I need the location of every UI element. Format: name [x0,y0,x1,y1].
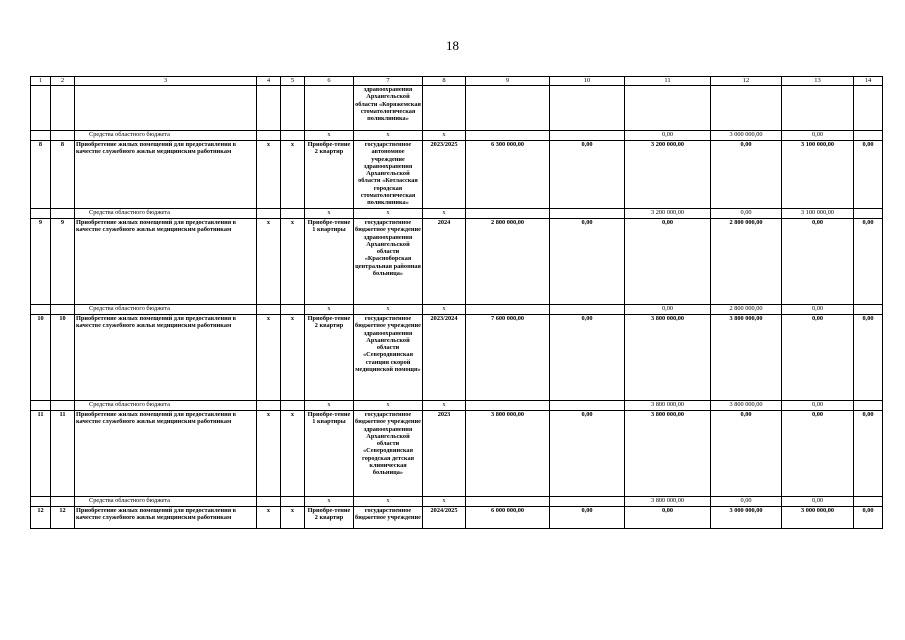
row-number: 9 [31,219,51,305]
period-cell: 2023/2024 [423,315,466,401]
funding-source-row [31,497,883,507]
table-cell [51,131,75,141]
column-number: 13 [782,77,854,86]
table-cell [281,131,305,141]
table-cell [854,209,883,219]
amount-cell: 3 800 000,00 [711,315,782,401]
amount-cell: 3 100 000,00 [782,209,854,219]
amount-cell: 3 100 000,00 [782,141,854,209]
amount-cell: 0,00 [854,507,883,529]
table-cell [466,497,550,507]
project-row [31,411,883,497]
amount-cell: 2 800 000,00 [711,219,782,305]
mark-cell: х [354,209,423,219]
row-number: 8 [31,141,51,209]
institution-name: государственное бюджетное учреждение здравоохранения Архангельской области «Северодвинская городская детская клиническая больница» [354,411,423,497]
amount-cell: 3 000 000,00 [711,507,782,529]
mark-cell: х [281,507,305,529]
table-cell [51,401,75,411]
amount-cell: 3 000 000,00 [711,131,782,141]
table-cell [550,131,625,141]
table-cell [31,401,51,411]
table-cell [257,305,281,315]
table-cell [466,401,550,411]
amount-cell: 3 200 000,00 [625,209,711,219]
table-cell [550,209,625,219]
funding-source-label: Средства областного бюджета [75,131,257,141]
funding-source-row [31,401,883,411]
mark-cell: х [281,315,305,401]
mark-cell: х [257,411,281,497]
page-number: 18 [446,38,459,53]
amount-cell: 0,00 [854,411,883,497]
mark-cell: х [354,401,423,411]
amount-cell: 0,00 [782,411,854,497]
institution-name: государственное бюджетное учреждение здравоохранения Архангельской области «Северодвинская станция скорой медицинской помощи» [354,315,423,401]
funding-source-label: Средства областного бюджета [75,401,257,411]
row-number: 9 [51,219,75,305]
institution-name: государственное бюджетное учреждение здравоохранения Архангельской области «Красноборская центральная районная больница» [354,219,423,305]
amount-cell: 0,00 [854,219,883,305]
amount-cell: 0,00 [854,141,883,209]
mark-cell: х [305,131,354,141]
column-number: 1 [31,77,51,86]
amount-cell: 0,00 [782,219,854,305]
institution-name: здравоохранения Архангельской области «Коряжемская стоматологическая поликлиника» [354,86,423,131]
table-cell [466,305,550,315]
project-row [31,315,883,401]
amount-cell: 0,00 [782,305,854,315]
table-cell [31,305,51,315]
amount-cell: 0,00 [782,401,854,411]
amount-cell: 0,00 [711,141,782,209]
table-cell [281,401,305,411]
mark-cell: х [281,411,305,497]
column-number: 3 [75,77,257,86]
mark-cell: х [305,497,354,507]
funding-source-row [31,305,883,315]
mark-cell: х [423,497,466,507]
amount-cell: 3 800 000,00 [625,497,711,507]
period-cell: 2024/2025 [423,507,466,529]
institution-name: государственное автономное учреждение здравоохранения Архангельской области «Котласская городская стоматологическая поликлиника» [354,141,423,209]
mark-cell: х [423,131,466,141]
total-amount: 6 000 000,00 [466,507,550,529]
row-number: 12 [31,507,51,529]
project-row [31,507,883,529]
mark-cell: х [305,401,354,411]
table-cell [281,209,305,219]
table-cell [854,305,883,315]
column-number: 12 [711,77,782,86]
table-cell [31,497,51,507]
funding-source-label: Средства областного бюджета [75,497,257,507]
mark-cell: х [257,315,281,401]
mark-cell: х [281,219,305,305]
mark-cell: х [423,305,466,315]
amount-cell: 0,00 [782,497,854,507]
column-number: 7 [354,77,423,86]
mark-cell: х [257,219,281,305]
total-amount: 6 300 000,00 [466,141,550,209]
budget-table [30,76,883,529]
amount-cell: 3 800 000,00 [625,411,711,497]
institution-name: государственное бюджетное учреждение [354,507,423,529]
amount-cell: 0,00 [550,219,625,305]
table-cell [31,209,51,219]
mark-cell: х [305,209,354,219]
amount-cell: 0,00 [625,507,711,529]
funding-source-row [31,209,883,219]
project-row [31,141,883,209]
table-cell [550,497,625,507]
amount-cell: 0,00 [711,497,782,507]
amount-cell: 0,00 [625,305,711,315]
table-cell [550,305,625,315]
column-number: 9 [466,77,550,86]
mark-cell: х [354,497,423,507]
object-description: Приобре-тение 1 квартиры [305,219,354,305]
project-name: Приобретение жилых помещений для предоставления в качестве служебного жилья медицинским работникам [75,315,257,401]
mark-cell: х [281,141,305,209]
mark-cell: х [423,209,466,219]
funding-source-label: Средства областного бюджета [75,305,257,315]
object-description: Приобре-тение 2 квартир [305,507,354,529]
mark-cell: х [257,141,281,209]
amount-cell: 0,00 [550,315,625,401]
amount-cell: 0,00 [625,219,711,305]
column-number: 8 [423,77,466,86]
amount-cell: 0,00 [550,507,625,529]
table-cell [854,131,883,141]
amount-cell: 0,00 [854,315,883,401]
table-cell [51,497,75,507]
amount-cell: 3 000 000,00 [782,507,854,529]
object-description: Приобре-тение 2 квартир [305,315,354,401]
project-name: Приобретение жилых помещений для предоставления в качестве служебного жилья медицинским работникам [75,411,257,497]
table-cell [281,497,305,507]
table-cell [257,209,281,219]
period-cell: 2023 [423,411,466,497]
column-number: 2 [51,77,75,86]
amount-cell: 3 800 000,00 [625,315,711,401]
table-cell [257,497,281,507]
row-number: 11 [51,411,75,497]
table-cell [257,131,281,141]
total-amount: 2 800 000,00 [466,219,550,305]
amount-cell: 3 800 000,00 [711,401,782,411]
table-cell [466,209,550,219]
mark-cell: х [354,305,423,315]
amount-cell: 3 800 000,00 [625,401,711,411]
period-cell: 2024 [423,219,466,305]
amount-cell: 0,00 [782,131,854,141]
object-description: Приобре-тение 2 квартир [305,141,354,209]
total-amount: 7 600 000,00 [466,315,550,401]
total-amount: 3 800 000,00 [466,411,550,497]
column-number: 4 [257,77,281,86]
column-number: 14 [854,77,883,86]
column-number-row [31,77,883,86]
table-cell [466,131,550,141]
mark-cell: х [257,507,281,529]
table-cell [854,401,883,411]
table-cell [550,401,625,411]
amount-cell: 0,00 [625,131,711,141]
amount-cell: 0,00 [782,315,854,401]
table-cell [257,401,281,411]
row-number: 10 [51,315,75,401]
column-number: 11 [625,77,711,86]
amount-cell: 0,00 [711,209,782,219]
project-name: Приобретение жилых помещений для предоставления в качестве служебного жилья медицинским работникам [75,507,257,529]
amount-cell: 2 800 000,00 [711,305,782,315]
project-row [31,219,883,305]
funding-source-label: Средства областного бюджета [75,209,257,219]
row-number: 11 [31,411,51,497]
row-number: 8 [51,141,75,209]
object-description: Приобре-тение 1 квартиры [305,411,354,497]
row-number: 10 [31,315,51,401]
row-number: 12 [51,507,75,529]
table-cell [281,305,305,315]
funding-source-row [31,131,883,141]
mark-cell: х [423,401,466,411]
table-cell [854,497,883,507]
table-cell [51,305,75,315]
amount-cell: 3 200 000,00 [625,141,711,209]
table-cell [31,131,51,141]
continuation-row [31,86,883,131]
mark-cell: х [354,131,423,141]
project-name: Приобретение жилых помещений для предоставления в качестве служебного жилья медицинским работникам [75,219,257,305]
amount-cell: 0,00 [550,411,625,497]
column-number: 10 [550,77,625,86]
amount-cell: 0,00 [550,141,625,209]
column-number: 6 [305,77,354,86]
amount-cell: 0,00 [711,411,782,497]
project-name: Приобретение жилых помещений для предоставления в качестве служебного жилья медицинским работникам [75,141,257,209]
table-cell [51,209,75,219]
mark-cell: х [305,305,354,315]
column-number: 5 [281,77,305,86]
period-cell: 2023/2025 [423,141,466,209]
